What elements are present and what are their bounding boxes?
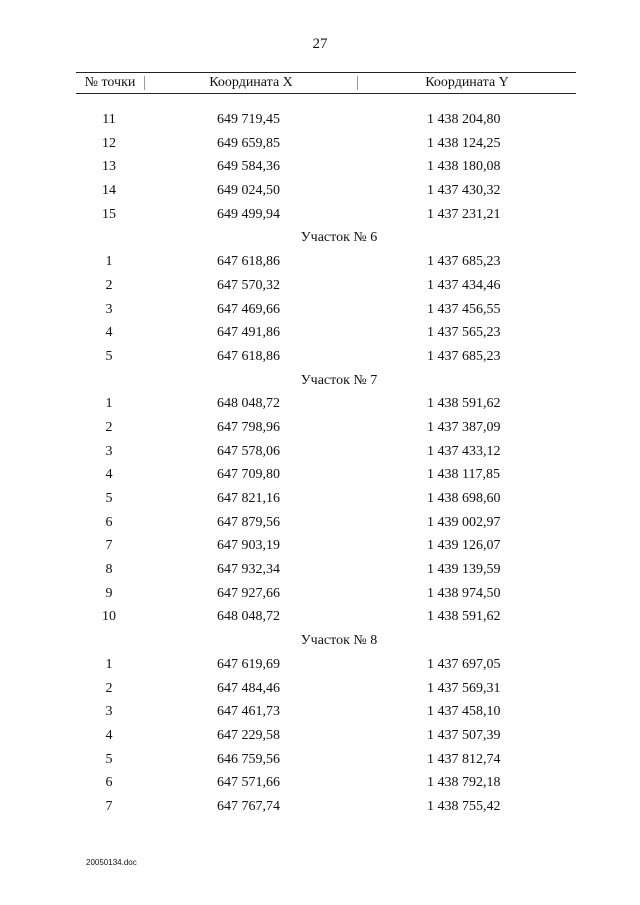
coordinate-y: 1 438 204,80 [427,112,501,127]
point-number: 5 [105,348,113,364]
table-row [76,440,576,464]
coordinate-y: 1 437 697,05 [427,656,501,672]
point-number: 1 [105,656,113,672]
table-row [76,250,576,274]
coordinate-y: 1 437 507,39 [427,727,501,743]
coordinate-x: 647 619,69 [217,656,280,672]
table-row [76,392,576,416]
coordinate-x: 647 879,56 [217,514,280,530]
table-row [76,155,576,179]
point-number: 5 [105,491,113,506]
coordinate-y: 1 437 812,74 [427,751,501,767]
coordinate-y: 1 438 591,62 [427,396,501,412]
coordinate-x: 647 798,96 [217,419,280,435]
table-row [76,677,576,701]
coordinate-y: 1 437 387,09 [427,419,501,435]
coordinate-y: 1 438 792,18 [427,775,501,791]
coordinate-x: 647 571,66 [217,775,280,791]
point-number: 7 [105,538,113,554]
coordinate-x: 649 024,50 [217,183,280,199]
table-row [76,416,576,440]
coordinate-y: 1 437 434,46 [427,277,501,293]
coordinate-y: 1 439 002,97 [427,514,501,530]
coordinate-x: 647 932,34 [217,562,280,578]
header-point-number: № точки [84,75,136,90]
header-divider [144,76,145,90]
table-row [76,345,576,369]
point-number: 7 [105,798,113,814]
table-row [76,795,576,819]
point-number: 14 [102,183,116,199]
coordinate-x: 648 048,72 [217,396,280,412]
coordinate-y: 1 438 974,50 [427,585,501,601]
coordinate-x: 647 709,80 [217,467,280,483]
table-row [76,748,576,772]
header-coordinate-y: Координата Y [425,75,509,90]
coordinate-x: 647 903,19 [217,538,280,554]
coordinate-y: 1 437 433,12 [427,443,501,459]
file-name-footer: 20050134.doc [86,858,137,867]
point-number: 11 [102,112,116,127]
coordinate-x: 646 759,56 [217,751,280,767]
coordinate-x: 647 570,32 [217,277,280,293]
table-header [76,72,576,94]
coordinate-x: 647 484,46 [217,680,280,696]
table-row [76,653,576,677]
point-number: 4 [105,467,113,483]
table-row [76,700,576,724]
section-title: Участок № 8 [300,633,378,649]
coordinate-x: 649 584,36 [217,159,280,175]
point-number: 2 [105,277,113,293]
section-title: Участок № 6 [300,230,378,246]
coordinate-x: 647 461,73 [217,704,280,720]
point-number: 4 [105,325,113,341]
point-number: 4 [105,727,113,743]
coordinate-y: 1 437 458,10 [427,704,501,720]
point-number: 12 [102,135,116,151]
coordinate-y: 1 438 591,62 [427,609,501,625]
point-number: 3 [105,301,113,317]
coordinate-x: 647 767,74 [217,798,280,814]
table-row [76,132,576,156]
point-number: 3 [105,443,113,459]
coordinate-y: 1 438 124,25 [427,135,501,151]
coordinate-y: 1 437 231,21 [427,206,501,222]
point-number: 8 [105,562,113,578]
table-row [76,108,576,132]
coordinate-y: 1 437 685,23 [427,348,501,364]
coordinate-y: 1 438 755,42 [427,798,501,814]
table-row [76,534,576,558]
coordinate-x: 647 618,86 [217,254,280,270]
coordinate-y: 1 438 180,08 [427,159,501,175]
coordinates-table [76,108,576,819]
table-row [76,558,576,582]
coordinate-x: 647 491,86 [217,325,280,341]
coordinate-x: 647 578,06 [217,443,280,459]
coordinate-y: 1 437 565,23 [427,325,501,341]
coordinate-x: 647 927,66 [217,585,280,601]
coordinate-y: 1 437 430,32 [427,183,501,199]
table-row [76,463,576,487]
table-row [76,511,576,535]
page-number: 27 [312,36,328,52]
coordinate-x: 647 229,58 [217,727,280,743]
point-number: 15 [102,206,116,222]
table-row [76,179,576,203]
point-number: 6 [105,514,113,530]
table-row [76,203,576,227]
point-number: 6 [105,775,113,791]
coordinate-x: 647 618,86 [217,348,280,364]
table-row [76,724,576,748]
coordinate-y: 1 437 569,31 [427,680,501,696]
header-coordinate-x: Координата X [209,75,293,90]
table-row [76,582,576,606]
coordinate-y: 1 438 698,60 [427,491,501,506]
coordinate-x: 647 821,16 [217,491,280,506]
coordinate-y: 1 439 126,07 [427,538,501,554]
point-number: 2 [105,680,113,696]
point-number: 2 [105,419,113,435]
coordinate-x: 649 719,45 [217,112,280,127]
coordinate-y: 1 437 685,23 [427,254,501,270]
coordinate-y: 1 438 117,85 [427,467,500,483]
table-row [76,605,576,629]
coordinate-x: 648 048,72 [217,609,280,625]
coordinate-y: 1 437 456,55 [427,301,501,317]
table-row [76,487,576,511]
point-number: 3 [105,704,113,720]
table-row [76,321,576,345]
table-row [76,274,576,298]
coordinate-x: 647 469,66 [217,301,280,317]
point-number: 10 [102,609,116,625]
point-number: 9 [105,585,113,601]
table-row [76,298,576,322]
table-row [76,771,576,795]
point-number: 13 [102,159,116,175]
coordinate-y: 1 439 139,59 [427,562,501,578]
coordinate-x: 649 659,85 [217,135,280,151]
point-number: 1 [105,396,113,412]
point-number: 5 [105,751,113,767]
coordinate-x: 649 499,94 [217,206,280,222]
section-title: Участок № 7 [300,372,378,388]
point-number: 1 [105,254,113,270]
